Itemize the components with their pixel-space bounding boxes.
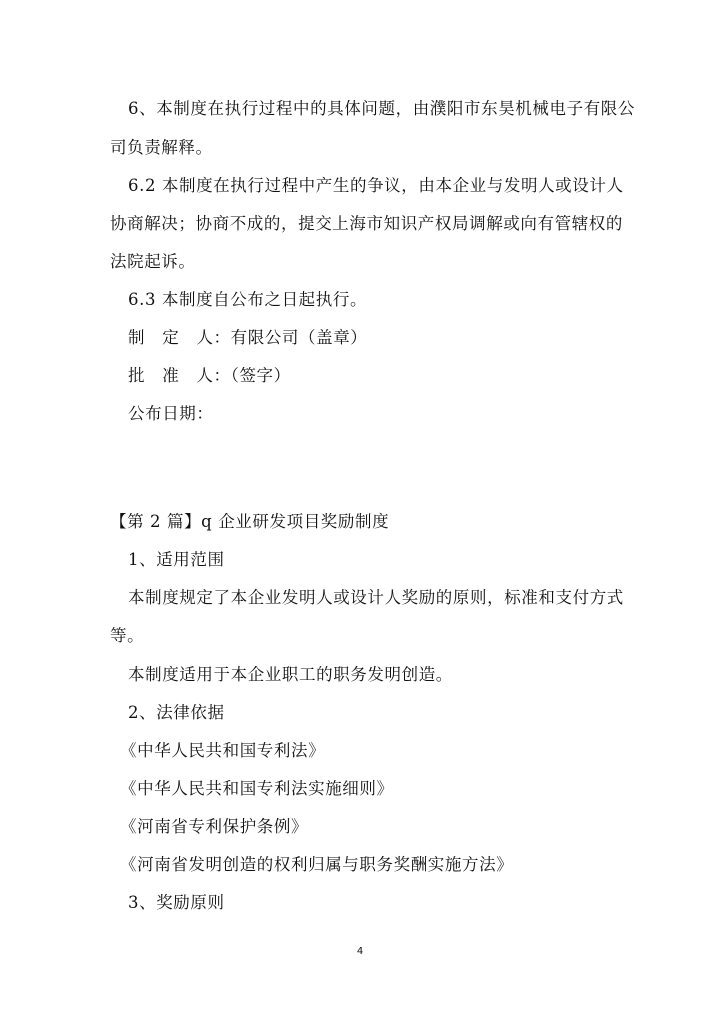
text-line: 法院起诉。	[110, 252, 196, 271]
text-line: 本制度适用于本企业职工的职务发明创造。	[128, 665, 453, 684]
text-line: 6.3 本制度自公布之日起执行。	[128, 290, 368, 309]
text-line: 本制度规定了本企业发明人或设计人奖励的原则，标准和支付方式	[128, 588, 624, 607]
text-line: 等。	[110, 626, 145, 645]
text-line: 协商解决；协商不成的，提交上海市知识产权局调解或向有管辖权的	[110, 214, 623, 233]
text-line: 公布日期：	[128, 404, 214, 423]
section-heading: 【第 2 篇】q 企业研发项目奖励制度	[110, 512, 390, 531]
text-line: 2、法律依据	[128, 703, 225, 722]
text-line: 司负责解释。	[110, 138, 213, 157]
text-line: 《河南省专利保护条例》	[120, 817, 309, 836]
text-line: 6、本制度在执行过程中的具体问题，由濮阳市东昊机械电子有限公	[128, 99, 635, 118]
text-line: 《中华人民共和国专利法实施细则》	[120, 779, 394, 798]
text-line: 1、适用范围	[128, 550, 225, 569]
text-line: 制 定 人：有限公司（盖章）	[128, 328, 368, 347]
text-line: 《河南省发明创造的权利归属与职务奖酬实施方法》	[120, 855, 514, 874]
page-number: 4	[356, 946, 364, 957]
text-line: 批 准 人：（签字）	[128, 366, 291, 385]
text-line: 《中华人民共和国专利法》	[120, 741, 326, 760]
text-line: 3、奖励原则	[128, 893, 225, 912]
text-line: 6.2 本制度在执行过程中产生的争议，由本企业与发明人或设计人	[128, 176, 624, 195]
